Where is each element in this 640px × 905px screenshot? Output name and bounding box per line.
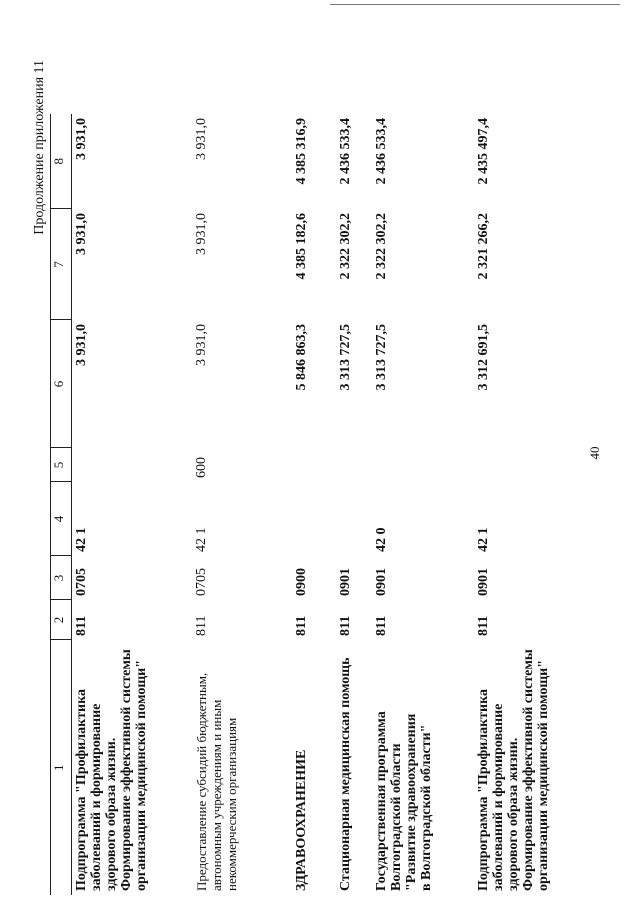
cell-section-code: 0705 — [193, 568, 209, 596]
row-name-line: автономным учреждениям и иным — [208, 699, 224, 891]
cell-amount-year-3: 2 436 533,4 — [337, 118, 353, 185]
cell-expense-type: 600 — [193, 457, 209, 478]
col-header-8: 8 — [51, 114, 72, 209]
cell-ministry-code: 811 — [337, 615, 353, 636]
cell-expense-type — [336, 448, 372, 482]
continuation-caption: Продолжение приложения 11 — [32, 60, 47, 235]
cell-section-code: 0901 — [337, 568, 353, 596]
table-row — [336, 114, 372, 895]
row-name-line: Предоставление субсидий бюджетным, — [193, 672, 209, 891]
cell-ministry-code: 811 — [475, 615, 491, 636]
row-name — [292, 640, 336, 895]
cell-target-code: 42 1 — [74, 527, 89, 552]
row-name-line: ЗДРАВООХРАНЕНИЕ — [293, 749, 309, 891]
row-name-line: Государственная программа — [373, 711, 389, 891]
cell-expense-type — [372, 448, 474, 482]
header-row — [51, 114, 72, 895]
row-name — [192, 640, 292, 895]
row-name-line: Стационарная медицинская помощь — [337, 657, 353, 891]
row-name-line: организации медицинской помощи" — [535, 660, 551, 891]
col-header-7: 7 — [51, 209, 72, 320]
cell-amount-year-2: 2 322 302,2 — [373, 213, 389, 280]
cell-target-code — [336, 482, 372, 556]
col-header-4: 4 — [51, 482, 72, 556]
row-name-line: Формирование эффективной системы — [520, 649, 536, 891]
row-name-line: здорового образа жизни. — [104, 737, 119, 891]
cell-amount-year-1: 3 313 727,5 — [373, 324, 389, 391]
cell-ministry-code: 811 — [74, 615, 89, 636]
row-name-line: некоммерческим организациям — [223, 717, 239, 891]
col-header-3: 3 — [51, 556, 72, 600]
col-header-5: 5 — [51, 448, 72, 482]
cell-section-code: 0900 — [293, 568, 309, 596]
row-name — [372, 640, 474, 895]
cell-target-code: 42 1 — [475, 527, 491, 552]
cell-amount-year-3: 2 435 497,4 — [475, 118, 491, 185]
row-name-line: организации медицинской помощи" — [134, 660, 149, 891]
col-header-1: 1 — [51, 640, 72, 895]
cell-amount-year-1: 3 931,0 — [74, 324, 89, 366]
cell-target-code — [292, 482, 336, 556]
table-row — [292, 114, 336, 895]
table-row — [192, 114, 292, 895]
cell-amount-year-3: 4 385 316,9 — [293, 118, 309, 185]
cell-expense-type — [72, 448, 192, 482]
cell-ministry-code: 811 — [373, 615, 389, 636]
row-name-line: в Волгоградской области" — [418, 724, 434, 891]
cell-amount-year-1: 3 312 691,5 — [475, 324, 491, 391]
cell-amount-year-3: 2 436 533,4 — [373, 118, 389, 185]
cell-amount-year-2: 2 321 266,2 — [475, 213, 491, 280]
cell-ministry-code: 811 — [293, 615, 309, 636]
row-name — [336, 640, 372, 895]
row-name-line: здорового образа жизни. — [505, 737, 521, 891]
row-name-line: Формирование эффективной системы — [119, 649, 134, 891]
col-header-2: 2 — [51, 600, 72, 640]
row-name-line: "Развитие здравоохранения — [403, 713, 419, 891]
table-row — [474, 114, 604, 895]
cell-target-code: 42 0 — [373, 527, 389, 552]
row-name-line: заболеваний и формирование — [89, 703, 104, 891]
cell-target-code: 42 1 — [193, 527, 209, 552]
page-number: 40 — [587, 446, 602, 460]
budget-table — [50, 114, 604, 895]
row-name-line: заболеваний и формирование — [490, 703, 506, 891]
cell-amount-year-1: 5 846 863,3 — [293, 324, 309, 391]
table-row — [72, 114, 192, 895]
cell-amount-year-2: 3 931,0 — [74, 213, 89, 255]
cell-amount-year-2: 3 931,0 — [193, 213, 209, 255]
cell-amount-year-2: 2 322 302,2 — [337, 213, 353, 280]
col-header-6: 6 — [51, 320, 72, 448]
row-name-line: Подпрограмма "Профилактика — [74, 689, 89, 891]
cell-section-code: 0901 — [475, 568, 491, 596]
cell-amount-year-1: 3 931,0 — [193, 324, 209, 366]
cell-amount-year-3: 3 931,0 — [74, 118, 89, 160]
row-name-line: Волгоградской области — [388, 743, 404, 891]
cell-ministry-code: 811 — [193, 615, 209, 636]
cell-amount-year-3: 3 931,0 — [193, 118, 209, 160]
cell-section-code: 0901 — [373, 568, 389, 596]
row-name — [474, 640, 604, 895]
cell-section-code: 0705 — [74, 568, 89, 596]
row-name-line: Подпрограмма "Профилактика — [475, 689, 491, 891]
row-name — [72, 640, 192, 895]
cell-amount-year-1: 3 313 727,5 — [337, 324, 353, 391]
table-row — [372, 114, 474, 895]
cell-expense-type — [474, 448, 604, 482]
cell-expense-type — [292, 448, 336, 482]
cell-amount-year-2: 4 385 182,6 — [293, 213, 309, 280]
